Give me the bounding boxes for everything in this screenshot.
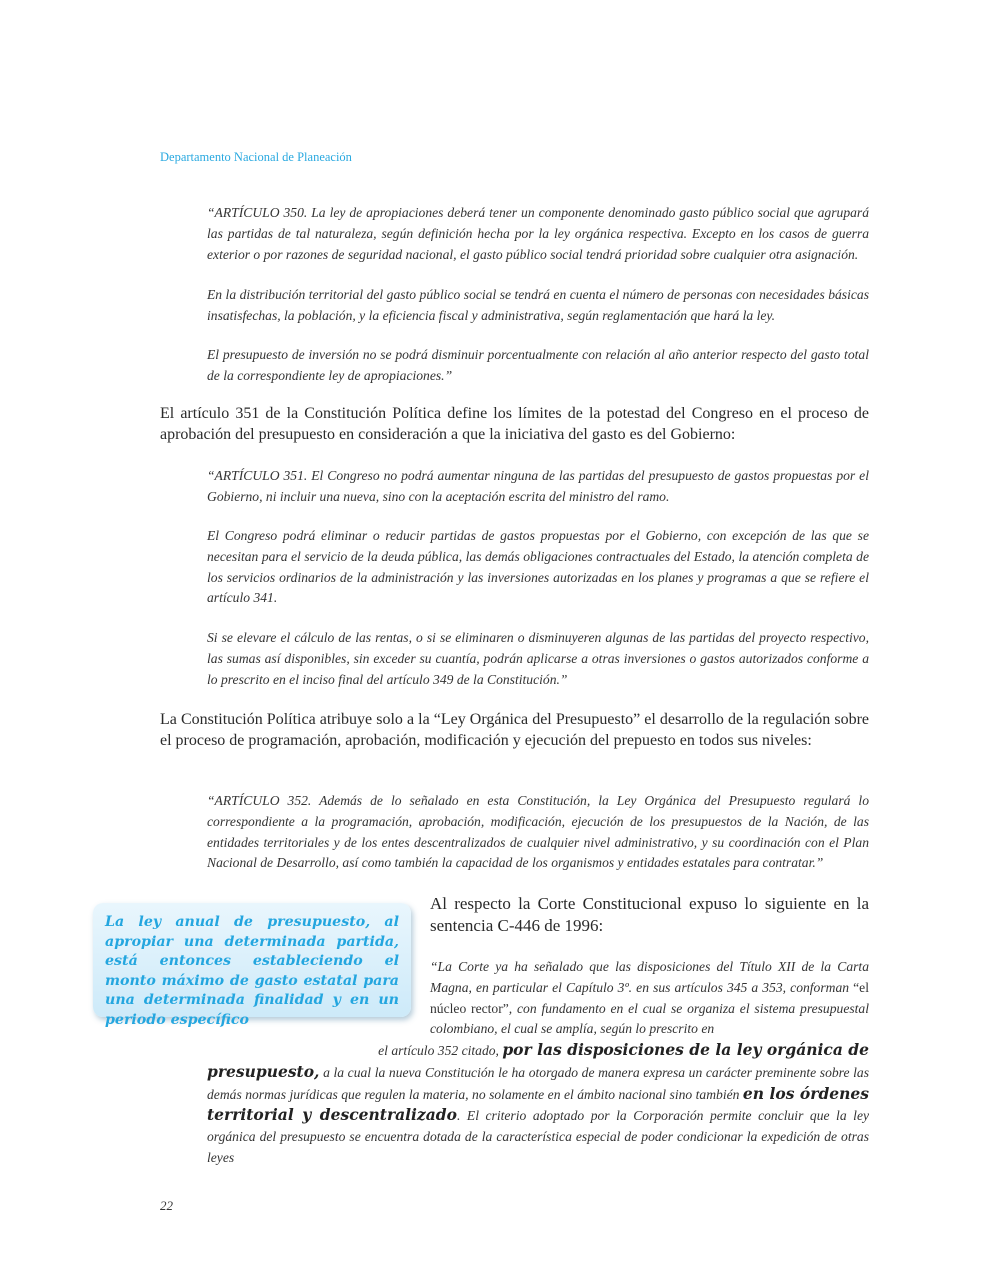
article-351-quote-p3: Si se elevare el cálculo de las rentas, o si se eliminaren o disminuyeren algunas de las partidas del proyecto respectivo, las sumas así disponibles, sin exceder su cuantía, podrán aplicarse a otras inversiones o gastos autorizados conforme a lo prescrito en el inciso final del artículo 349 de la Constitución.” xyxy=(207,630,869,687)
article-350-quote-p2: En la distribución territorial del gasto público social se tendrá en cuenta el número de personas con necesidades básicas insatisfechas, la población, y la eficiencia fiscal y administrativa, según reglamentación que hará la ley. xyxy=(207,287,869,323)
court-quote-part1 xyxy=(430,957,869,1040)
sidebar-callout xyxy=(93,903,411,1028)
court-quote-part2 xyxy=(207,1040,869,1169)
article-351-quote-p2: El Congreso podrá eliminar o reducir partidas de gastos propuestas por el Gobierno, con excepción de las que se necesitan para el servicio de la deuda pública, las demás obligaciones contractuales del Estado, la atención completa de los servicios ordinarios de la administración y las inversiones autorizadas en los planes y programas a que se refiere el artículo 341. xyxy=(207,528,869,606)
court-quote-s1: “La Corte ya ha señalado que las disposiciones del Título XII de la Carta Magna, en particular el Capítulo 3º. en sus artículos 345 a 353, conforman xyxy=(430,959,869,995)
article-351-intro: El artículo 351 de la Constitución Política define los límites de la potestad del Congreso en el proceso de aprobación del presupuesto en consideración a que la iniciativa del gasto es del Gobierno: xyxy=(160,405,869,443)
court-intro: Al respecto la Corte Constitucional expuso lo siguiente en la sentencia C-446 de 1996: xyxy=(430,894,869,935)
article-352-intro: La Constitución Política atribuye solo a la “Ley Orgánica del Presupuesto” el desarrollo de la regulación sobre el proceso de programación, aprobación, modificación y ejecución del prepuesto en todos sus niveles: xyxy=(160,711,869,749)
court-quote-s2: “el núcleo rector” xyxy=(430,979,869,1016)
court-quote-s8: . El criterio adoptado por la Corporación permite concluir que la ley orgánica del presupuesto se encuentra dotada de la característica especial de poder condicionar la expedición de otras leyes xyxy=(207,1108,870,1165)
court-quote-s5-cont: presupuesto, xyxy=(207,1061,320,1081)
article-350-quote-p3: El presupuesto de inversión no se podrá disminuir porcentualmente con relación al año anterior respecto del gasto total de la correspondiente ley de apropiaciones.” xyxy=(207,347,869,383)
article-350-quote-p1: “ARTÍCULO 350. La ley de apropiaciones deberá tener un componente denominado gasto público social que agrupará las partidas de tal naturaleza, según definición hecha por la ley orgánica respectiva. Excepto en los casos de guerra exterior o por razones de seguridad nacional, el gasto público social tendrá prioridad sobre cualquier otra asignación. xyxy=(207,205,869,262)
callout-text: La ley anual de presupuesto, al apropiar una determinada partida, está entonces estableciendo el monto máximo de gasto estatal para una determinada finalidad y en un periodo específico xyxy=(105,914,399,1028)
court-quote-s5-bold: por las disposiciones de la ley orgánica de xyxy=(502,1040,869,1059)
article-352-quote: “ARTÍCULO 352. Además de lo señalado en esta Constitución, la Ley Orgánica del Presupuesto regulará lo correspondiente a la programación, aprobación, modificación, ejecución de los presupuestos de la Nación, de las entidades territoriales y de los entes descentralizados de cualquier nivel administrativo, y su coordinación con el Plan Nacional de Desarrollo, así como también la capacidad de los organismos y entidades estatales para contratar.” xyxy=(207,793,869,871)
article-351-quote-p1: “ARTÍCULO 351. El Congreso no podrá aumentar ninguna de las partidas del presupuesto de gastos propuestas por el Gobierno, ni incluir una nueva, sino con la aceptación escrita del ministro del ramo. xyxy=(207,468,869,504)
court-quote-lead-line xyxy=(207,1040,869,1062)
court-quote-s3: , con fundamento en el cual se organiza el sistema presupuestal colombiano, el cual se amplía, según lo prescrito en xyxy=(430,1000,869,1037)
court-quote-s6: a la cual la nueva Constitución le ha otorgado de manera expresa un carácter preminente sobre las demás normas jurídicas que regulen la materia, no solamente en el ámbito nacional sino también xyxy=(207,1064,869,1102)
page-number: 22 xyxy=(160,1198,173,1213)
court-quote-s7: en los órdenes territorial y descentralizado xyxy=(207,1083,869,1125)
running-header: Departamento Nacional de Planeación xyxy=(160,150,352,164)
court-quote-s4: el artículo 352 citado, xyxy=(378,1043,503,1058)
